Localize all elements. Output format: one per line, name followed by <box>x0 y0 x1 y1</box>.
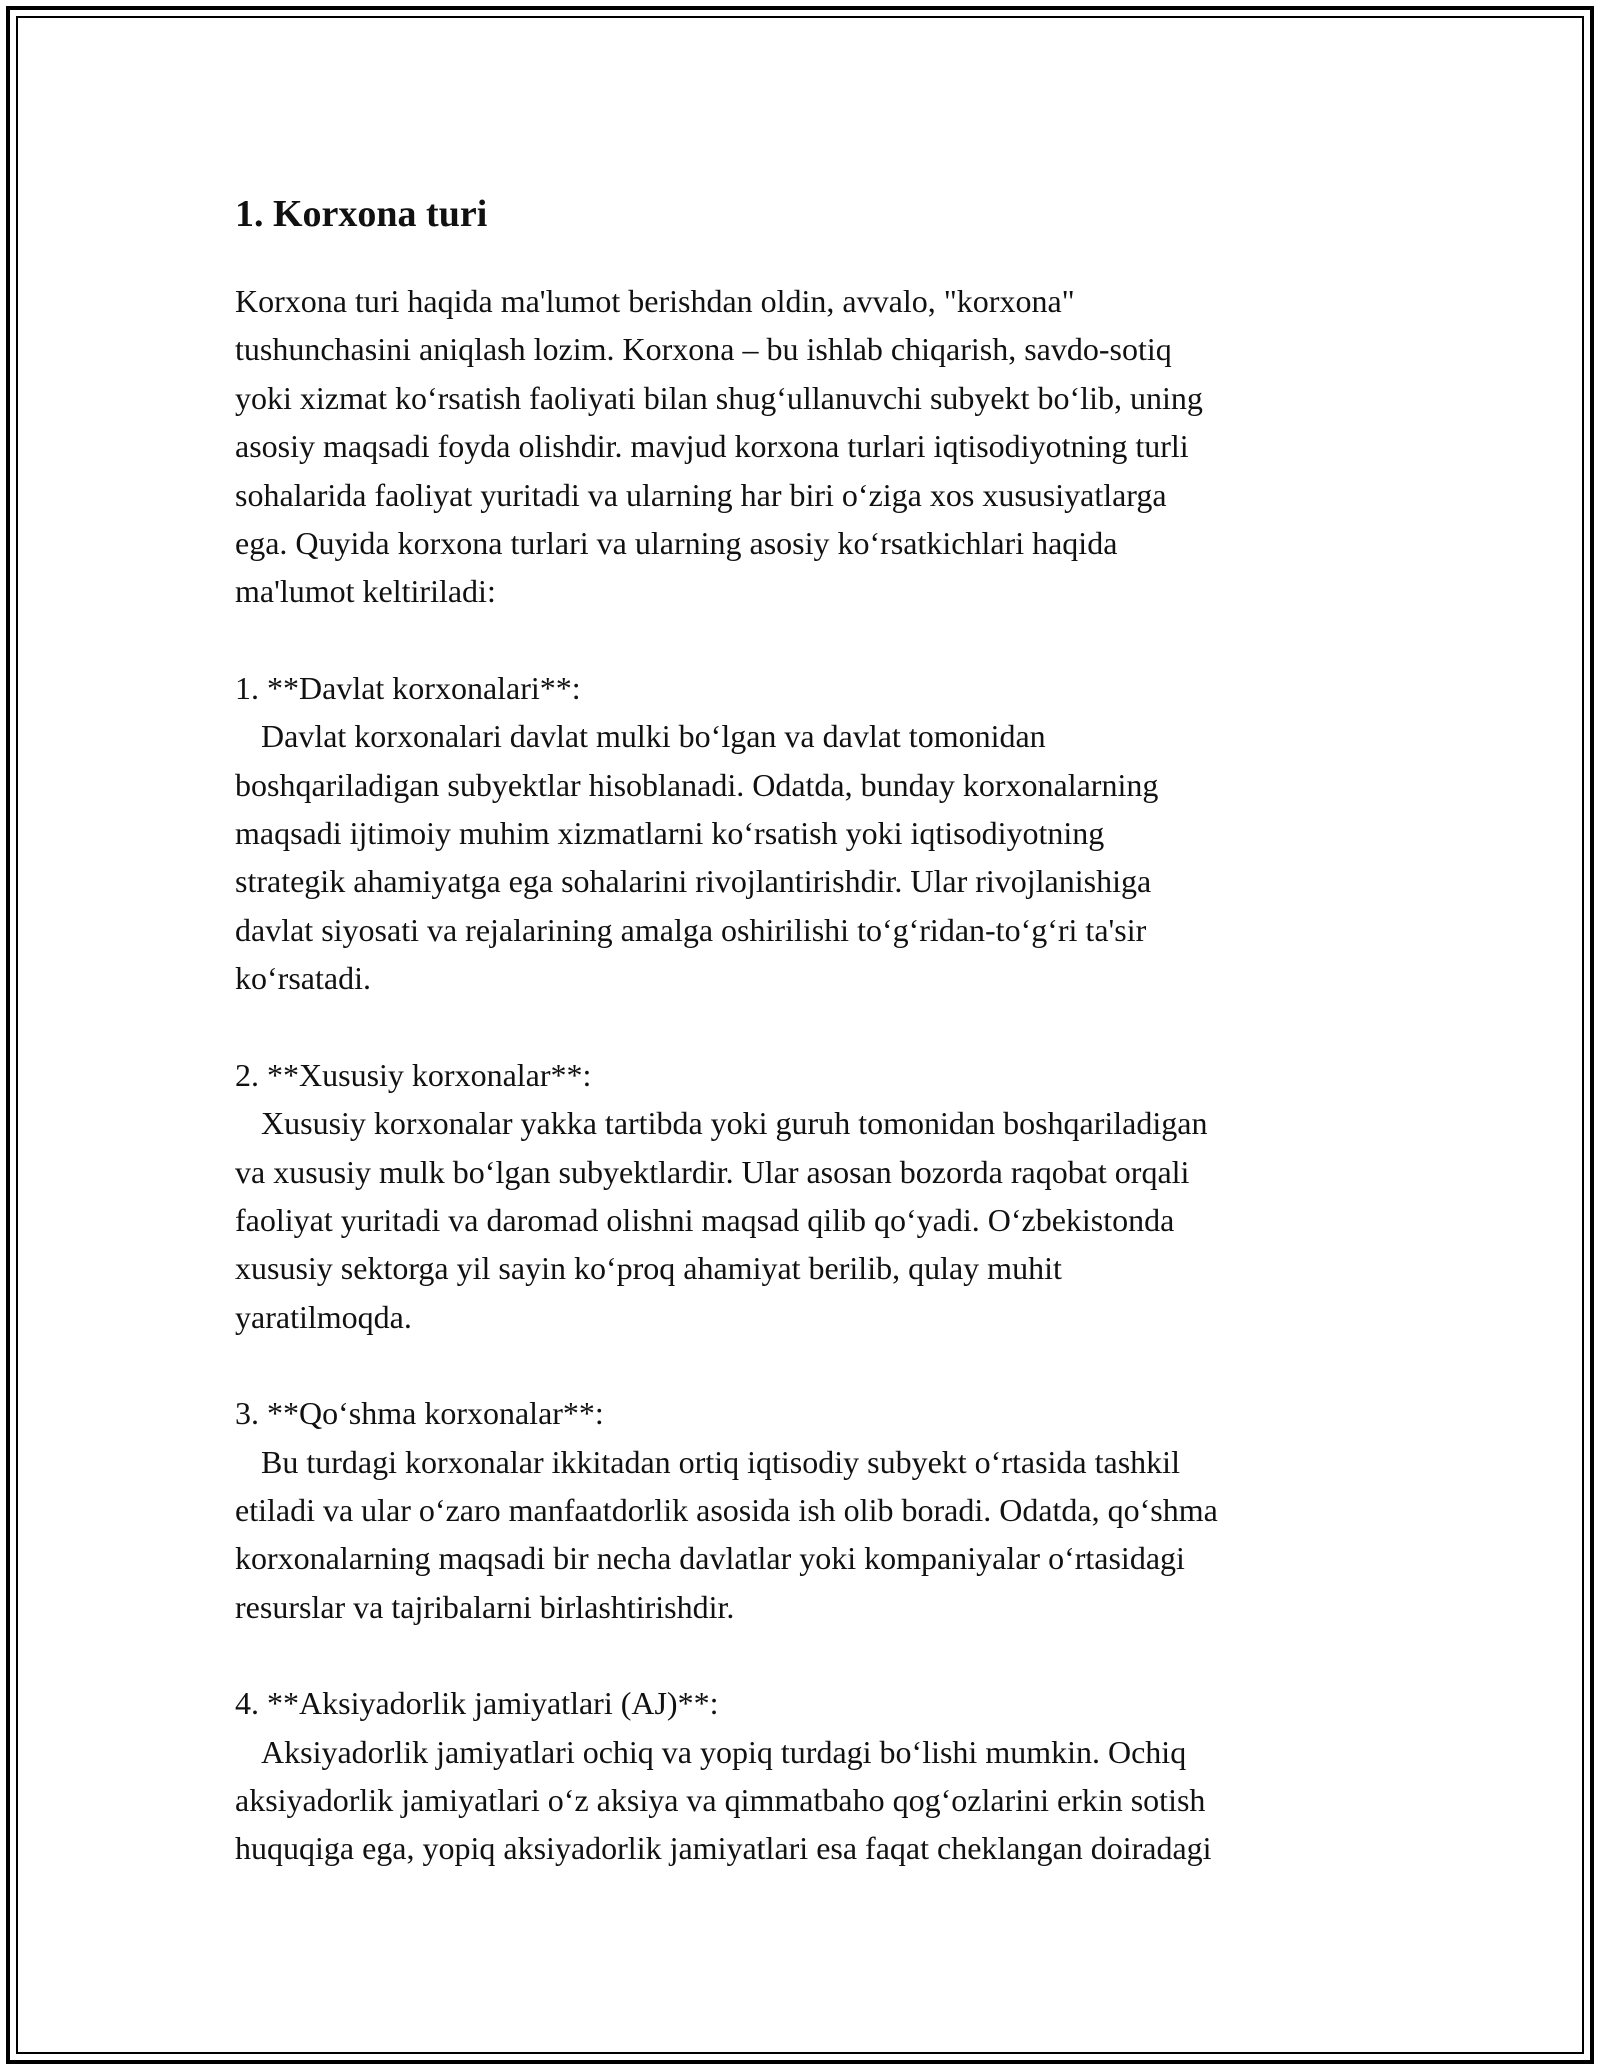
text-line: Aksiyadorlik jamiyatlari ochiq va yopiq turdagi boʻlishi mumkin. Ochiq <box>261 1733 1187 1770</box>
list-item-xususiy-korxonalar <box>235 1051 1385 1341</box>
text-line: ega. Quyida korxona turlari va ularning asosiy koʻrsatkichlari haqida <box>235 525 1118 562</box>
text-line: yaratilmoqda. <box>235 1298 412 1335</box>
intro-paragraph <box>235 277 1385 616</box>
text-line: Davlat korxonalari davlat mulki boʻlgan va davlat tomonidan <box>261 718 1046 755</box>
section-heading: 1. Korxona turi <box>235 193 488 235</box>
list-item-qoshma-korxonalar <box>235 1389 1385 1631</box>
text-line: davlat siyosati va rejalarining amalga oshirilishi toʻgʻridan-toʻgʻri ta'sir <box>235 911 1147 948</box>
list-item-aksiyadorlik-jamiyatlari <box>235 1679 1385 1873</box>
text-line: faoliyat yuritadi va daromad olishni maqsad qilib qoʻyadi. Oʻzbekistonda <box>235 1201 1175 1238</box>
text-line: strategik ahamiyatga ega sohalarini rivojlantirishdir. Ular rivojlanishiga <box>235 863 1152 900</box>
document-body <box>235 185 1385 1921</box>
text-line: etiladi va ular oʻzaro manfaatdorlik asosida ish olib boradi. Odatda, qoʻshma <box>235 1491 1218 1528</box>
list-item-title: 4. **Aksiyadorlik jamiyatlari (AJ)**: <box>235 1685 719 1722</box>
list-item-title: 3. **Qoʻshma korxonalar**: <box>235 1395 604 1432</box>
text-line: sohalarida faoliyat yuritadi va ularning har biri oʻziga xos xususiyatlarga <box>235 476 1167 513</box>
text-line: boshqariladigan subyektlar hisoblanadi. Odatda, bunday korxonalarning <box>235 766 1159 803</box>
text-line: Korxona turi haqida ma'lumot berishdan oldin, avvalo, "korxona" <box>235 283 1075 319</box>
list-item-davlat-korxonalari <box>235 664 1385 1003</box>
text-line: koʻrsatadi. <box>235 960 371 997</box>
text-line: Bu turdagi korxonalar ikkitadan ortiq iqtisodiy subyekt oʻrtasida tashkil <box>261 1443 1180 1480</box>
text-line: huquqiga ega, yopiq aksiyadorlik jamiyatlari esa faqat cheklangan doiradagi <box>235 1830 1212 1867</box>
text-line: yoki xizmat koʻrsatish faoliyati bilan shugʻullanuvchi subyekt boʻlib, uning <box>235 379 1203 416</box>
text-line: ma'lumot keltiriladi: <box>235 573 496 610</box>
text-line: maqsadi ijtimoiy muhim xizmatlarni koʻrsatish yoki iqtisodiyotning <box>235 815 1105 852</box>
text-line: va xususiy mulk boʻlgan subyektlardir. Ular asosan bozorda raqobat orqali <box>235 1153 1190 1190</box>
text-line: resurslar va tajribalarni birlashtirishdir. <box>235 1588 735 1625</box>
list-item-title: 1. **Davlat korxonalari**: <box>235 669 581 706</box>
text-line: asosiy maqsadi foyda olishdir. mavjud korxona turlari iqtisodiyotning turli <box>235 428 1189 465</box>
list-item-title: 2. **Xususiy korxonalar**: <box>235 1056 592 1093</box>
text-line: Xususiy korxonalar yakka tartibda yoki guruh tomonidan boshqariladigan <box>261 1105 1208 1142</box>
text-line: xususiy sektorga yil sayin koʻproq ahamiyat berilib, qulay muhit <box>235 1250 1062 1287</box>
text-line: aksiyadorlik jamiyatlari oʻz aksiya va qimmatbaho qogʻozlarini erkin sotish <box>235 1781 1206 1818</box>
text-line: tushunchasini aniqlash lozim. Korxona – bu ishlab chiqarish, savdo-sotiq <box>235 331 1172 368</box>
text-line: korxonalarning maqsadi bir necha davlatlar yoki kompaniyalar oʻrtasidagi <box>235 1540 1185 1577</box>
